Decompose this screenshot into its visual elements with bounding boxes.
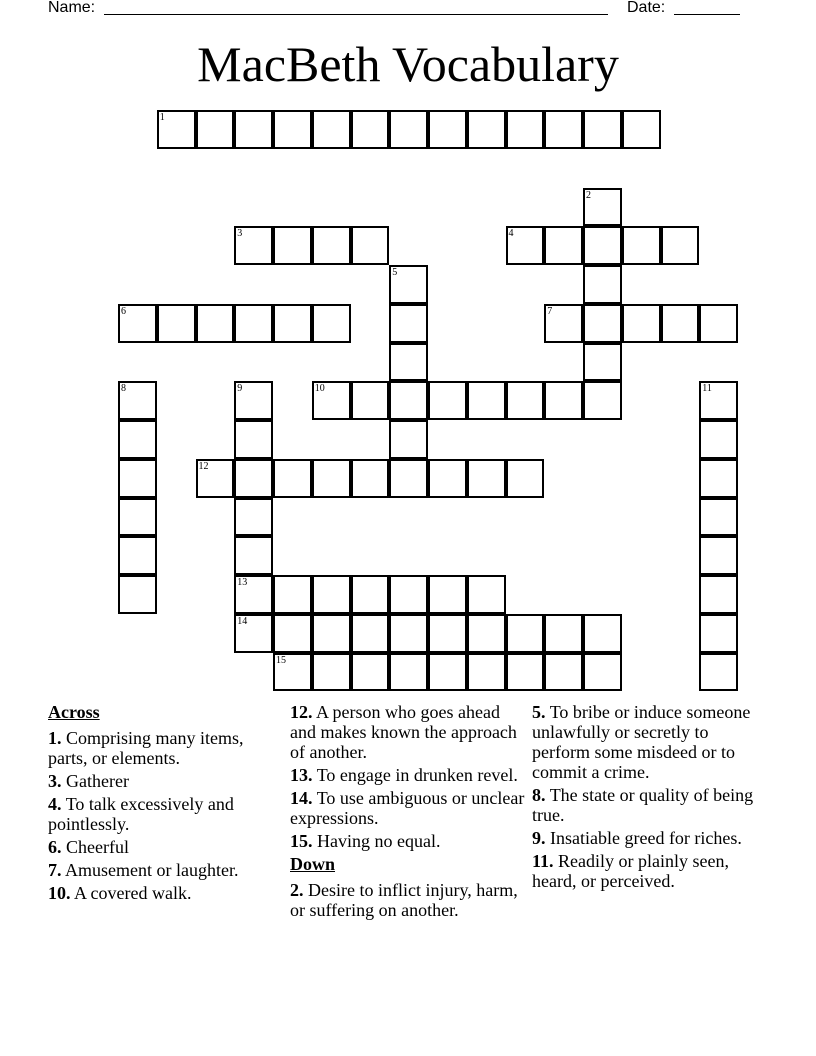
clue-column-2 bbox=[290, 702, 526, 923]
grid-cell[interactable] bbox=[389, 420, 428, 459]
grid-cell[interactable] bbox=[544, 614, 583, 653]
clue-across-3: 3. Gatherer bbox=[48, 771, 129, 791]
clue-number: 10 bbox=[314, 383, 325, 395]
grid-cell[interactable] bbox=[506, 614, 545, 653]
grid-cell[interactable] bbox=[273, 614, 312, 653]
grid-cell[interactable] bbox=[118, 575, 157, 614]
grid-cell[interactable] bbox=[622, 110, 661, 149]
grid-cell[interactable] bbox=[157, 304, 196, 343]
grid-cell[interactable] bbox=[273, 653, 312, 692]
grid-cell[interactable] bbox=[699, 381, 738, 420]
clue-number: 15 bbox=[276, 654, 286, 666]
clue-across-12: 12. A person who goes ahead and makes known the approach of another. bbox=[290, 702, 517, 762]
grid-cell[interactable] bbox=[506, 110, 545, 149]
grid-cell[interactable] bbox=[234, 614, 273, 653]
grid-cell[interactable] bbox=[428, 653, 467, 692]
grid-cell[interactable] bbox=[467, 110, 506, 149]
grid-cell[interactable] bbox=[428, 575, 467, 614]
grid-cell[interactable] bbox=[273, 575, 312, 614]
grid-cell[interactable] bbox=[234, 420, 273, 459]
grid-cell[interactable] bbox=[583, 265, 622, 304]
grid-cell[interactable] bbox=[622, 304, 661, 343]
grid-cell[interactable] bbox=[389, 459, 428, 498]
grid-cell[interactable] bbox=[389, 614, 428, 653]
clue-down-5: 5. To bribe or induce someone unlawfully or secretly to perform some misdeed or to commit a crime. bbox=[532, 702, 751, 782]
clue-column-1 bbox=[48, 702, 278, 906]
clue-down-2: 2. Desire to inflict injury, harm, or suffering on another. bbox=[290, 880, 518, 920]
grid-cell[interactable] bbox=[118, 381, 157, 420]
grid-cell[interactable] bbox=[428, 459, 467, 498]
grid-cell[interactable] bbox=[118, 459, 157, 498]
grid-cell[interactable] bbox=[428, 381, 467, 420]
grid-cell[interactable] bbox=[312, 226, 351, 265]
grid-cell[interactable] bbox=[351, 575, 390, 614]
grid-cell[interactable] bbox=[544, 304, 583, 343]
grid-cell[interactable] bbox=[544, 381, 583, 420]
grid-cell[interactable] bbox=[389, 381, 428, 420]
clue-number: 13 bbox=[237, 577, 248, 588]
clue-across-10: 10. A covered walk. bbox=[48, 883, 192, 903]
down-heading: Down bbox=[290, 854, 336, 874]
grid-cell[interactable] bbox=[312, 459, 351, 498]
clue-number: 12 bbox=[198, 460, 209, 472]
name-label: Name: bbox=[48, 0, 96, 16]
grid-cell[interactable] bbox=[699, 420, 738, 459]
grid-cell[interactable] bbox=[506, 459, 545, 498]
grid-cell[interactable] bbox=[312, 381, 351, 420]
grid-cell[interactable] bbox=[234, 304, 273, 343]
grid-cell[interactable] bbox=[389, 304, 428, 343]
grid-cell[interactable] bbox=[583, 304, 622, 343]
grid-cell[interactable] bbox=[234, 536, 273, 575]
grid-cell[interactable] bbox=[583, 381, 622, 420]
clue-number: 5 bbox=[392, 267, 398, 278]
clue-number: 4 bbox=[508, 228, 514, 240]
clue-number: 7 bbox=[547, 305, 553, 317]
grid-cell[interactable] bbox=[699, 459, 738, 498]
grid-cell[interactable] bbox=[351, 653, 390, 692]
grid-cell[interactable] bbox=[312, 304, 351, 343]
grid-cell[interactable] bbox=[157, 110, 196, 149]
clue-down-8: 8. The state or quality of being true. bbox=[532, 785, 754, 825]
clue-number: 11 bbox=[702, 383, 712, 395]
grid-cell[interactable] bbox=[583, 188, 622, 227]
clue-across-4: 4. To talk excessively and pointlessly. bbox=[48, 794, 234, 834]
clue-across-6: 6. Cheerful bbox=[48, 837, 129, 857]
clue-across-15: 15. Having no equal. bbox=[290, 831, 441, 851]
clue-number: 6 bbox=[121, 305, 126, 317]
grid-cell[interactable] bbox=[312, 653, 351, 692]
grid-cell[interactable] bbox=[312, 110, 351, 149]
clue-column-3 bbox=[532, 702, 768, 894]
grid-cell[interactable] bbox=[467, 614, 506, 653]
clue-number: 2 bbox=[586, 189, 591, 201]
grid-cell[interactable] bbox=[389, 343, 428, 382]
grid-cell[interactable] bbox=[544, 110, 583, 149]
clue-down-9: 9. Insatiable greed for riches. bbox=[532, 828, 742, 848]
grid-cell[interactable] bbox=[428, 614, 467, 653]
grid-cell[interactable] bbox=[699, 536, 738, 575]
grid-cell[interactable] bbox=[273, 110, 312, 149]
grid-cell[interactable] bbox=[583, 614, 622, 653]
across-heading: Across bbox=[48, 702, 100, 722]
clue-number: 3 bbox=[237, 228, 243, 240]
grid-cell[interactable] bbox=[234, 226, 273, 265]
grid-cell[interactable] bbox=[661, 304, 700, 343]
grid-cell[interactable] bbox=[196, 110, 235, 149]
clue-number: 8 bbox=[121, 383, 126, 395]
grid-cell[interactable] bbox=[273, 459, 312, 498]
grid-cell[interactable] bbox=[351, 459, 390, 498]
grid-cell[interactable] bbox=[506, 653, 545, 692]
grid-cell[interactable] bbox=[273, 226, 312, 265]
grid-cell[interactable] bbox=[351, 226, 390, 265]
grid-cell[interactable] bbox=[467, 381, 506, 420]
grid-cell[interactable] bbox=[234, 575, 273, 614]
grid-cell[interactable] bbox=[389, 575, 428, 614]
grid-cell[interactable] bbox=[583, 343, 622, 382]
grid-cell[interactable] bbox=[699, 614, 738, 653]
clue-across-7: 7. Amusement or laughter. bbox=[48, 860, 239, 880]
clue-down-11: 11. Readily or plainly seen, heard, or perceived. bbox=[532, 851, 729, 891]
grid-cell[interactable] bbox=[699, 575, 738, 614]
grid-cell[interactable] bbox=[583, 110, 622, 149]
grid-cell[interactable] bbox=[234, 110, 273, 149]
grid-cell[interactable] bbox=[428, 110, 467, 149]
grid-cell[interactable] bbox=[699, 653, 738, 692]
grid-cell[interactable] bbox=[506, 226, 545, 265]
grid-cell[interactable] bbox=[118, 304, 157, 343]
grid-cell[interactable] bbox=[312, 614, 351, 653]
grid-cell[interactable] bbox=[118, 536, 157, 575]
grid-cell[interactable] bbox=[351, 110, 390, 149]
grid-cell[interactable] bbox=[234, 498, 273, 537]
grid-cell[interactable] bbox=[583, 653, 622, 692]
grid-cell[interactable] bbox=[389, 265, 428, 304]
grid-cell[interactable] bbox=[622, 226, 661, 265]
grid-cell[interactable] bbox=[389, 653, 428, 692]
grid-cell[interactable] bbox=[196, 304, 235, 343]
grid-cell[interactable] bbox=[273, 304, 312, 343]
clue-across-13: 13. To engage in drunken revel. bbox=[290, 765, 518, 785]
grid-cell[interactable] bbox=[699, 498, 738, 537]
clue-across-14: 14. To use ambiguous or unclear expressions. bbox=[290, 788, 525, 828]
date-label: Date: bbox=[627, 0, 666, 16]
grid-cell[interactable] bbox=[661, 226, 700, 265]
grid-cell[interactable] bbox=[389, 110, 428, 149]
grid-cell[interactable] bbox=[234, 381, 273, 420]
grid-cell[interactable] bbox=[351, 381, 390, 420]
clue-across-1: 1. Comprising many items, parts, or elements. bbox=[48, 728, 244, 768]
grid-cell[interactable] bbox=[118, 498, 157, 537]
grid-cell[interactable] bbox=[118, 420, 157, 459]
grid-cell[interactable] bbox=[544, 226, 583, 265]
clue-number: 14 bbox=[237, 615, 248, 627]
grid-cell[interactable] bbox=[699, 304, 738, 343]
clue-number: 1 bbox=[159, 112, 165, 123]
page-title: MacBeth Vocabulary bbox=[197, 36, 619, 92]
grid-cell[interactable] bbox=[312, 575, 351, 614]
grid-cell[interactable] bbox=[467, 575, 506, 614]
grid-cell[interactable] bbox=[196, 459, 235, 498]
grid-cell[interactable] bbox=[467, 653, 506, 692]
grid-cell[interactable] bbox=[583, 226, 622, 265]
grid-cell[interactable] bbox=[506, 381, 545, 420]
grid-cell[interactable] bbox=[234, 459, 273, 498]
clue-number: 9 bbox=[237, 383, 243, 395]
grid-cell[interactable] bbox=[467, 459, 506, 498]
grid-cell[interactable] bbox=[544, 653, 583, 692]
grid-cell[interactable] bbox=[351, 614, 390, 653]
